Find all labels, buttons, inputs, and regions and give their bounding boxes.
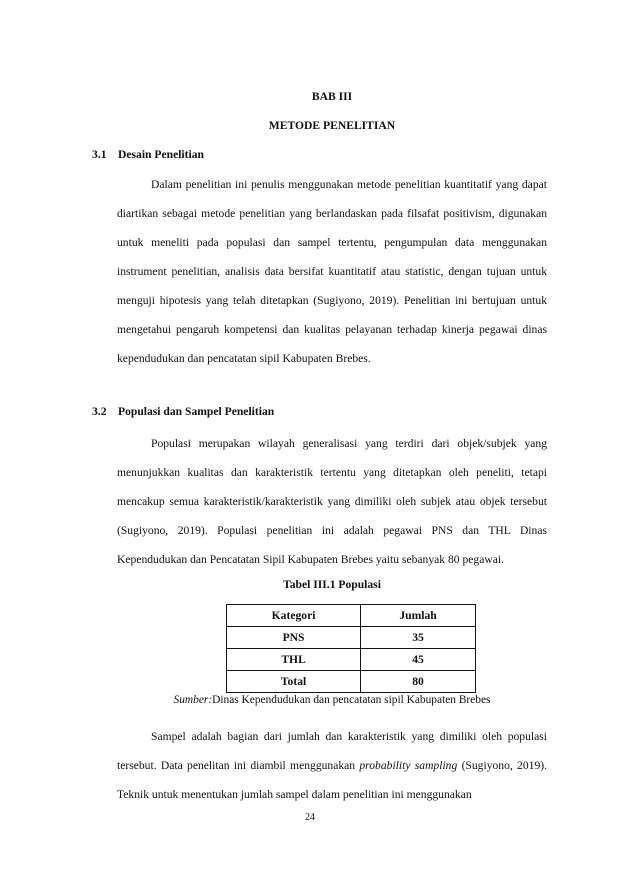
table-caption: Tabel III.1 Populasi <box>283 578 381 591</box>
chapter-title: BAB III <box>311 90 353 103</box>
section-heading-3-1 <box>92 148 522 161</box>
table-cell: THL <box>227 649 361 671</box>
table-cell: 35 <box>361 627 476 649</box>
paragraph-text: (Sugiyono, 2019). Teknik untuk menentukan jumlah sampel dalam penelitian ini menggunakan <box>117 759 548 801</box>
section-title: Desain Penelitian <box>118 148 204 161</box>
section-number: 3.2 <box>92 405 107 418</box>
table-source <box>117 694 547 706</box>
column-header-category: Kategori <box>227 605 361 627</box>
section-title: Populasi dan Sampel Penelitian <box>118 405 275 418</box>
paragraph-text: Sampel adalah bagian dari jumlah dan karakteristik yang dimiliki oleh populasi tersebut. Data penelitan ini diambil menggunakan <box>117 730 547 772</box>
paragraph-text: Populasi merupakan wilayah generalisasi yang terdiri dari objek/subjek yang menunjukkan kualitas dan karakteristik tertentu yang ditetapkan oleh peneliti, tetapi mencakup semua karakteristik/karakteristik yang dimiliki oleh subjek atau objek tersebut (Sugiyono, 2019). Populasi penelitian ini adalah pegawai PNS dan THL Dinas Kependudukan dan Pencatatan Sipil Kabupaten Brebes yaitu sebanyak 80 pegawai. <box>117 437 547 566</box>
section-number: 3.1 <box>92 148 107 161</box>
paragraph-population <box>117 429 547 574</box>
table-row <box>227 671 476 693</box>
population-table <box>226 604 476 693</box>
table-cell: PNS <box>227 627 361 649</box>
source-label: Sumber: <box>173 694 213 706</box>
page-number: 24 <box>305 812 315 823</box>
table-cell: Total <box>227 671 361 693</box>
table-row <box>227 627 476 649</box>
section-heading-3-2 <box>92 405 522 418</box>
paragraph-design <box>117 170 547 373</box>
paragraph-sample <box>117 722 547 809</box>
chapter-subtitle: METODE PENELITIAN <box>268 119 396 132</box>
column-header-count: Jumlah <box>361 605 476 627</box>
source-text: Dinas Kependudukan dan pencatatan sipil Kabupaten Brebes <box>212 694 491 706</box>
paragraph-text: Dalam penelitian ini penulis menggunakan metode penelitian kuantitatif yang dapat diartikan sebagai metode penelitian yang berlandaskan pada filsafat positivism, digunakan untuk meneliti pada populasi dan sampel tertentu, pengumpulan data menggunakan instrument penelitian, analisis data bersifat kuantitatif atau statistic, dengan tujuan untuk menguji hipotesis yang telah ditetapkan (Sugiyono, 2019). Penelitian ini bertujuan untuk mengetahui pengaruh kompetensi dan kualitas pelayanan terhadap kinerja pegawai dinas kependudukan dan pencatatan sipil Kabupaten Brebes. <box>117 178 547 365</box>
table-header-row <box>227 605 476 627</box>
table-cell: 80 <box>361 671 476 693</box>
paragraph-italic-term: probability sampling <box>359 759 458 772</box>
table-cell: 45 <box>361 649 476 671</box>
table-row <box>227 649 476 671</box>
